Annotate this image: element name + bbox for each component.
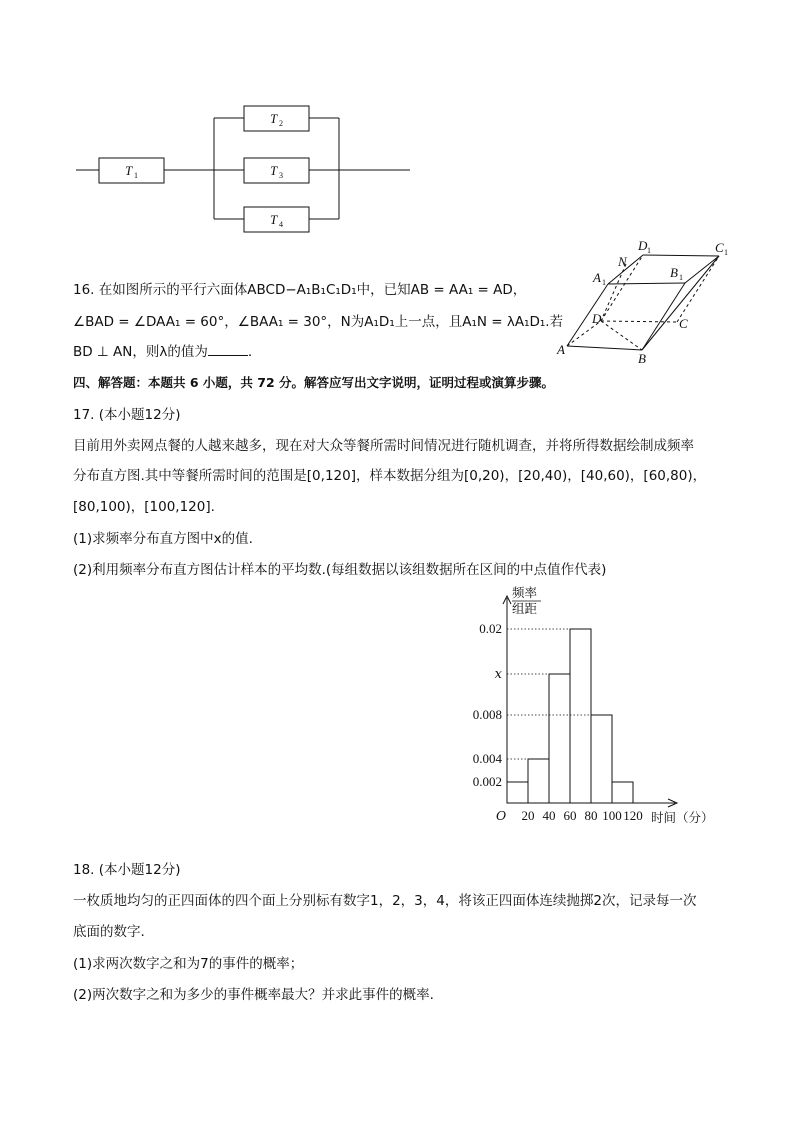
q18-sub1: (1)求两次数字之和为7的事件的概率； xyxy=(73,956,304,972)
q18-sub2: (2)两次数字之和为多少的事件概率最大？并求此事件的概率. xyxy=(73,987,434,1003)
y-tick-label: 0.004 xyxy=(472,751,502,766)
y-tick-label: x xyxy=(494,667,502,682)
q18-para2: 底面的数字. xyxy=(73,924,145,940)
t4-label: T xyxy=(270,212,278,227)
q16-line3-end: . xyxy=(247,344,253,360)
q16-line2: ∠BAD = ∠DAA₁ = 60°，∠BAA₁ = 30°，N为A₁D₁上一点，且A₁N = λA₁D₁.若 xyxy=(73,314,564,330)
q17-para2: 分布直方图.其中等餐所需时间的范围是[0,120]，样本数据分组为[0,20)，[20,40)，[40,60)，[60,80)， xyxy=(73,468,707,484)
vertex-a1: A xyxy=(593,270,601,285)
histogram-bar xyxy=(570,629,591,803)
histogram-bar xyxy=(507,782,528,803)
q17-para3: [80,100)，[100,120]. xyxy=(73,499,215,515)
q16-line1: 16. 在如图所示的平行六面体ABCD−A₁B₁C₁D₁中，已知AB = AA₁ = AD， xyxy=(73,282,527,298)
x-tick-label: 80 xyxy=(584,808,598,823)
vertex-d: D xyxy=(592,311,602,326)
q17-sub1: (1)求频率分布直方图中x的值. xyxy=(73,531,253,547)
t2-sub: 2 xyxy=(279,119,283,128)
x-tick-label: 20 xyxy=(521,808,535,823)
t4-sub: 4 xyxy=(279,220,283,229)
t1-label: T xyxy=(125,163,133,178)
origin-label: O xyxy=(496,808,507,823)
x-tick-label: 100 xyxy=(602,808,622,823)
xlabel: 时间（分） xyxy=(651,810,714,825)
x-tick-label: 40 xyxy=(542,808,556,823)
t1-sub: 1 xyxy=(134,171,138,180)
histogram-bar xyxy=(591,715,612,803)
section-four-heading: 四、解答题：本题共 6 小题，共 72 分。解答应写出文字说明，证明过程或演算步骤。 xyxy=(73,375,555,390)
q18-para1: 一枚质地均匀的正四面体的四个面上分别标有数字1，2，3，4，将该正四面体连续抛掷2次，记录每一次 xyxy=(73,893,697,909)
q17-para1: 目前用外卖网点餐的人越来越多，现在对大众等餐所需时间情况进行随机调查，并将所得数据绘制成频率 xyxy=(73,438,694,454)
q16-line3-text: BD ⊥ AN，则λ的值为 xyxy=(73,344,208,360)
vertex-a: A xyxy=(557,342,565,357)
y-tick-label: 0.008 xyxy=(472,707,502,722)
q18-title: 18. (本小题12分) xyxy=(73,862,181,878)
q17-title: 17. (本小题12分) xyxy=(73,407,181,423)
vertex-a1-sub: 1 xyxy=(602,278,606,287)
vertex-b1: B xyxy=(670,265,678,280)
ylabel-top: 频率 xyxy=(512,585,538,600)
point-n: N xyxy=(618,254,627,269)
x-tick-label: 60 xyxy=(563,808,577,823)
vertex-b1-sub: 1 xyxy=(679,273,683,282)
q17-sub2: (2)利用频率分布直方图估计样本的平均数.(每组数据以该组数据所在区间的中点值作代表) xyxy=(73,562,607,578)
y-tick-label: 0.02 xyxy=(479,621,502,636)
histogram-bar xyxy=(549,674,570,803)
histogram-bar xyxy=(612,782,633,803)
vertex-c1: C xyxy=(715,240,724,255)
histogram-bar xyxy=(528,759,549,803)
t3-label: T xyxy=(270,163,278,178)
vertex-d1: D xyxy=(638,238,648,253)
t3-sub: 3 xyxy=(279,171,283,180)
vertex-c1-sub: 1 xyxy=(724,248,728,257)
x-tick-label: 120 xyxy=(623,808,643,823)
vertex-c: C xyxy=(679,316,688,331)
ylabel-bottom: 组距 xyxy=(512,601,538,616)
vertex-b: B xyxy=(638,351,646,366)
y-tick-label: 0.002 xyxy=(472,774,502,789)
t2-label: T xyxy=(270,111,278,126)
vertex-d1-sub: 1 xyxy=(647,246,651,255)
